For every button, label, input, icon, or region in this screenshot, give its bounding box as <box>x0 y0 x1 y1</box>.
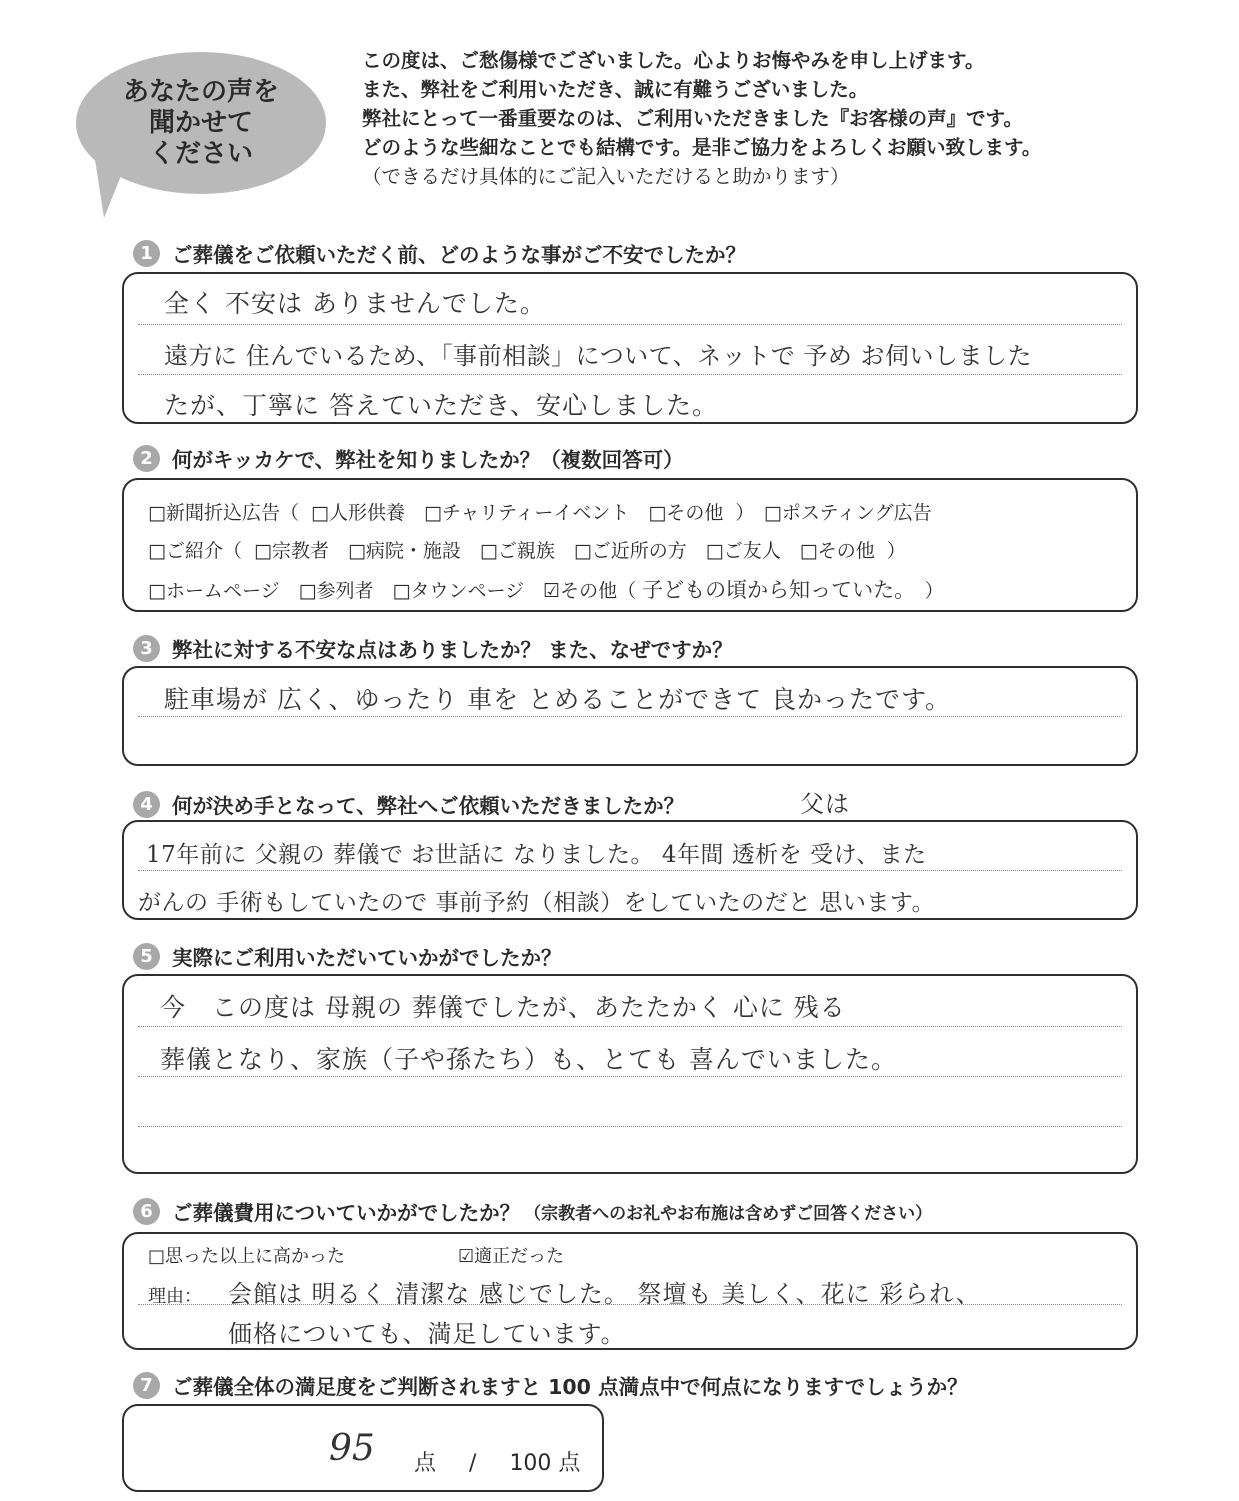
score-box[interactable] <box>122 1404 604 1492</box>
ruled-line <box>138 1026 1122 1027</box>
score-scale <box>414 1446 580 1477</box>
question-4 <box>133 789 684 819</box>
score-max: 100 点 <box>509 1451 581 1476</box>
close-paren: ） <box>924 580 944 602</box>
question-text: 何が決め手となって、弊社へご依頼いただきましたか？ <box>172 794 685 818</box>
question-note: （宗教者へのお礼やお布施は含めずご回答ください） <box>524 1203 933 1224</box>
question-1 <box>133 238 746 268</box>
checkbox-row[interactable]: □新聞折込広告（ □人形供養 □チャリティーイベント □その他 ） □ポスティング広告 <box>148 502 932 524</box>
question-number: 5 <box>133 943 160 970</box>
question-number: 2 <box>133 445 160 472</box>
score-unit: 点 <box>414 1451 437 1476</box>
handwritten-line: 葬儀となり、家族（子や孫たち）も、とても 喜んでいました。 <box>160 1045 897 1074</box>
ruled-line <box>138 716 1122 717</box>
checkbox-row-text: □ホームページ □参列者 □タウンページ ☑その他（ <box>148 580 637 602</box>
question-5 <box>133 941 562 971</box>
ruled-line <box>138 324 1122 325</box>
handwritten-insert: 父は <box>800 790 850 818</box>
handwritten-line: 17年前に 父親の 葬儀で お世話に なりました。 4年間 透析を 受け、また <box>146 842 927 868</box>
question-7 <box>133 1370 968 1400</box>
answer-box-3[interactable] <box>122 666 1138 766</box>
question-number: 3 <box>133 635 160 662</box>
question-text: ご葬儀をご依頼いただく前、どのような事がご不安でしたか？ <box>172 243 746 267</box>
question-text: ご葬儀全体の満足度をご判断されますと 100 点満点中で何点になりますでしょうか？ <box>172 1375 968 1399</box>
answer-box-4[interactable] <box>122 820 1138 920</box>
handwritten-line: がんの 手術もしていたので 事前予約（相談）をしていたのだと 思います。 <box>138 890 936 916</box>
handwritten-other: 子どもの頃から知っていた。 <box>642 578 905 602</box>
answer-box-5[interactable] <box>122 974 1138 1174</box>
bubble-text: あなたの声を 聞かせて ください <box>122 76 279 169</box>
score-value: 95 <box>329 1428 375 1469</box>
ruled-line <box>138 1076 1122 1077</box>
ruled-line <box>138 870 1122 871</box>
question-text: 何がキッカケで、弊社を知りましたか？（複数回答可） <box>172 448 684 472</box>
question-text: 弊社に対する不安な点はありましたか？ また、なぜですか？ <box>172 638 733 662</box>
handwritten-line: 価格についても、満足しています。 <box>228 1320 626 1348</box>
bubble-tail-icon <box>84 140 144 220</box>
question-2 <box>133 443 684 473</box>
intro-line: 弊社にとって一番重要なのは、ご利用いただきました『お客様の声』です。 <box>362 107 1024 130</box>
question-6 <box>133 1196 932 1226</box>
handwritten-line: 全く 不安は ありませんでした。 <box>164 289 546 318</box>
ruled-line <box>138 1126 1122 1127</box>
score-separator: / <box>469 1451 477 1476</box>
checkbox-row[interactable]: □ご紹介（ □宗教者 □病院・施設 □ご親族 □ご近所の方 □ご友人 □その他 ） <box>148 540 906 562</box>
handwritten-line: たが、丁寧に 答えていただき、安心しました。 <box>164 391 718 420</box>
question-text: ご葬儀費用についていかがでしたか？ <box>172 1201 521 1225</box>
checkbox-row[interactable] <box>148 574 944 604</box>
question-number: 4 <box>133 791 160 818</box>
question-number: 6 <box>133 1198 160 1225</box>
intro-line: どのような些細なことでも結構です。是非ご協力をよろしくお願い致します。 <box>362 136 1042 159</box>
answer-box-1[interactable] <box>122 272 1138 424</box>
reason-label: 理由： <box>148 1286 202 1307</box>
intro-text <box>362 46 1222 191</box>
handwritten-line: 今 この度は 母親の 葬儀でしたが、あたたかく 心に 残る <box>160 993 846 1022</box>
handwritten-line: 駐車場が 広く、ゆったり 車を とめることができて 良かったです。 <box>164 685 952 714</box>
question-number: 1 <box>133 240 160 267</box>
intro-line: また、弊社をご利用いただき、誠に有難うございました。 <box>362 78 869 101</box>
answer-box-2 <box>122 478 1138 612</box>
question-3 <box>133 633 733 663</box>
checkbox-too-expensive[interactable]: □思った以上に高かった <box>148 1246 346 1267</box>
intro-line: この度は、ご愁傷様でございました。心よりお悔やみを申し上げます。 <box>362 49 985 72</box>
question-number: 7 <box>133 1372 160 1399</box>
checkbox-appropriate[interactable]: ☑適正だった <box>458 1246 565 1267</box>
handwritten-line: 会館は 明るく 清潔な 感じでした。 祭壇も 美しく、花に 彩られ、 <box>228 1280 981 1308</box>
question-text: 実際にご利用いただいていかがでしたか？ <box>172 946 562 970</box>
intro-line: （できるだけ具体的にご記入いただけると助かります） <box>362 165 850 188</box>
ruled-line <box>138 374 1122 375</box>
answer-box-6 <box>122 1232 1138 1350</box>
handwritten-line: 遠方に 住んでいるため、「事前相談」について、ネットで 予め お伺いしました <box>164 342 1032 370</box>
